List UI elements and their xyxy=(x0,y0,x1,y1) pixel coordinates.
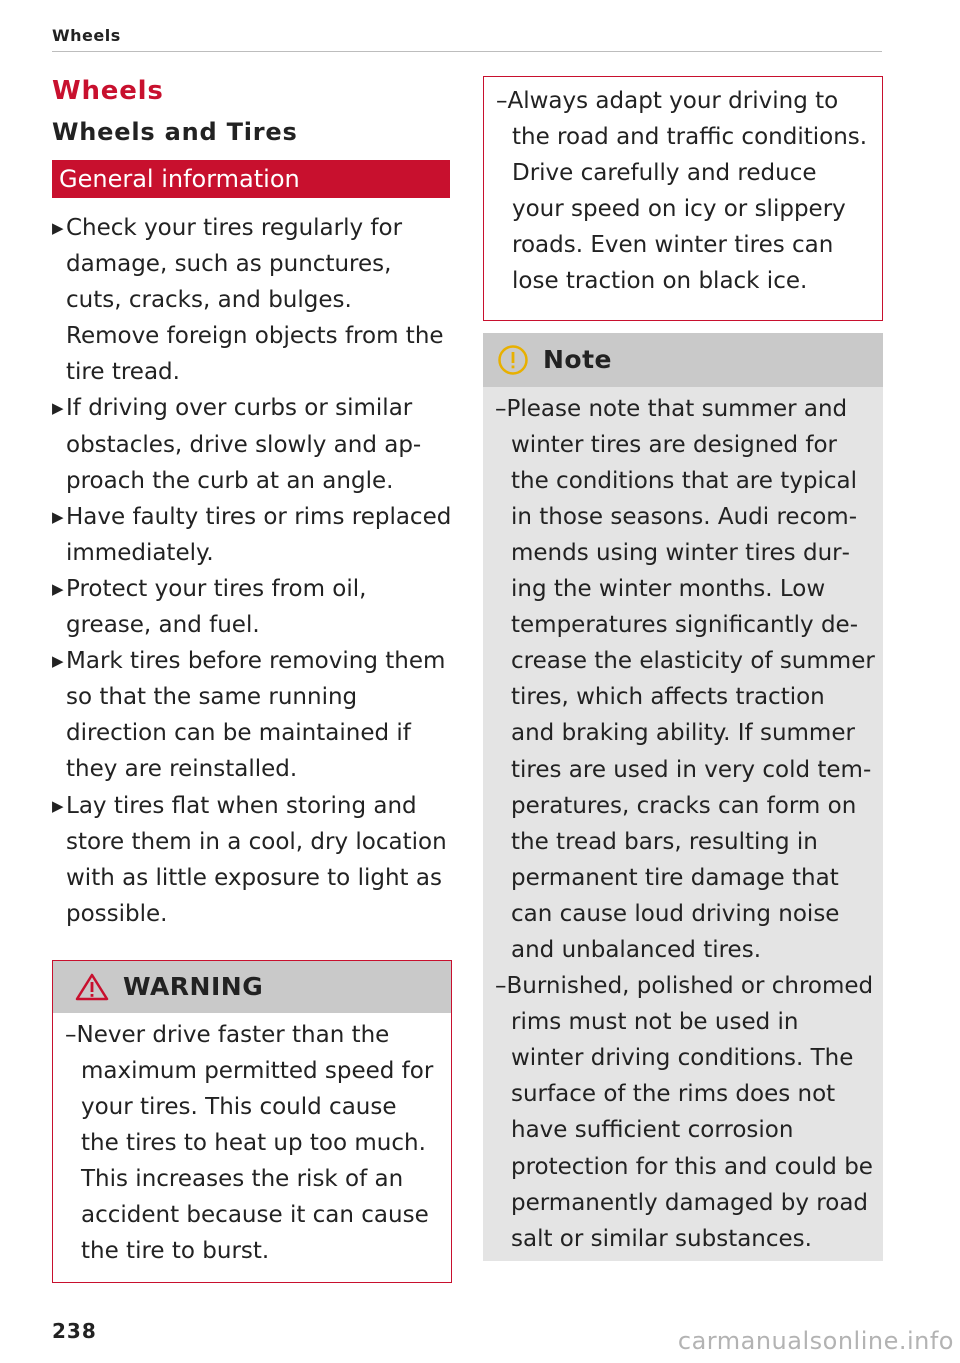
list-item-text: If driving over curbs or similar obstacles, drive slowly and approach the curb at an angle. xyxy=(66,395,422,494)
list-item: –Please note that summer and winter tires are designed for the conditions that are typical in those seasons. Audi recommends using winter tires during the winter months. Low temperatures significantly decrease the elasticity of summer tires, which affects traction and braking ability. If summer tires are used in very cold temperatures, cracks can form on the tread bars, resulting in permanent tire damage that can cause loud driving noise and unbalanced tires. xyxy=(495,395,875,963)
header-rule xyxy=(52,51,882,52)
list-item: –Never drive faster than the maximum permitted speed for your tires. This could cause the tires to heat up too much. This increases the risk of an accident because it can cause the tire to burst. xyxy=(65,1021,434,1265)
list-item-text: Never drive faster than the maximum permitted speed for your tires. This could cause the tires to heat up too much. This increases the risk of an accident because it can cause the tire to burst. xyxy=(76,1021,434,1265)
warning-continued-list xyxy=(484,79,882,312)
warning-box xyxy=(52,960,452,1283)
list-item-text: Lay tires flat when storing and store them in a cool, dry location with as little exposure to light as possible. xyxy=(66,792,447,927)
list-item-text: Burnished, polished or chromed rims must not be used in winter driving conditions. The surface of the rims does not have sufficient corrosion protection for this and could be permanently damaged by road salt or similar substances. xyxy=(506,973,874,1252)
list-item xyxy=(52,499,452,571)
section-title: Wheels xyxy=(52,76,164,106)
topic-banner: General information xyxy=(52,160,450,198)
triangle-right-icon: ▶ xyxy=(52,219,64,237)
list-item xyxy=(52,210,452,390)
triangle-right-icon: ▶ xyxy=(52,796,64,815)
note-box xyxy=(483,333,883,1261)
list-item xyxy=(52,643,452,787)
triangle-right-icon: ▶ xyxy=(52,507,64,526)
bullet-list xyxy=(52,210,452,932)
warning-triangle-icon xyxy=(75,973,109,1001)
list-item-text: Always adapt your driving to the road and traffic conditions. Drive carefully and reduce your speed on icy or slippery roads. Even winter tires can lose traction on black ice. xyxy=(507,88,868,295)
warning-continued-box xyxy=(483,76,883,321)
list-item xyxy=(52,390,452,498)
warning-header xyxy=(53,961,451,1013)
list-item: –Always adapt your driving to the road and traffic conditions. Drive carefully and reduce your speed on icy or slippery roads. Even winter tires can lose traction on black ice. xyxy=(496,88,868,295)
list-item-text: Please note that summer and winter tires are designed for the conditions that are typical in those seasons. Audi recommends using winter tires during the winter months. Low temperatures significantly decrease the elasticity of summer tires, which affects traction and braking ability. If summer tires are used in very cold temperatures, cracks can form on the tread bars, resulting in permanent tire damage that can cause loud driving noise and unbalanced tires. xyxy=(506,395,875,963)
triangle-right-icon: ▶ xyxy=(52,579,64,598)
list-item-text: Protect your tires from oil, grease, and fuel. xyxy=(66,575,367,639)
list-item-text: Check your tires regularly for damage, such as punctures, cuts, cracks, and bulges. Remove foreign objects from the tire tread. xyxy=(66,215,444,386)
note-header xyxy=(483,333,883,387)
warning-list xyxy=(53,1013,451,1282)
watermark: carmanualsonline.info xyxy=(677,1327,954,1355)
triangle-right-icon: ▶ xyxy=(52,652,64,671)
triangle-right-icon: ▶ xyxy=(52,399,64,418)
running-header: Wheels xyxy=(52,26,121,45)
list-item-text: Mark tires before removing them so that the same running direction can be maintained if they are reinstalled. xyxy=(66,648,446,783)
page-number: 238 xyxy=(52,1319,97,1343)
list-item xyxy=(52,571,452,643)
warning-title: WARNING xyxy=(123,972,264,1002)
note-title: Note xyxy=(543,345,613,375)
circle-exclamation-icon xyxy=(497,344,529,376)
right-column xyxy=(483,76,883,1261)
note-list xyxy=(483,387,883,1261)
section-subtitle: Wheels and Tires xyxy=(52,118,298,146)
list-item-text: Have faulty tires or rims replaced immediately. xyxy=(66,503,452,566)
left-column xyxy=(52,70,452,1283)
list-item xyxy=(52,788,452,932)
list-item: –Burnished, polished or chromed rims must not be used in winter driving conditions. The surface of the rims does not have sufficient corrosion protection for this and could be permanently damaged by road salt or similar substances. xyxy=(495,973,874,1252)
